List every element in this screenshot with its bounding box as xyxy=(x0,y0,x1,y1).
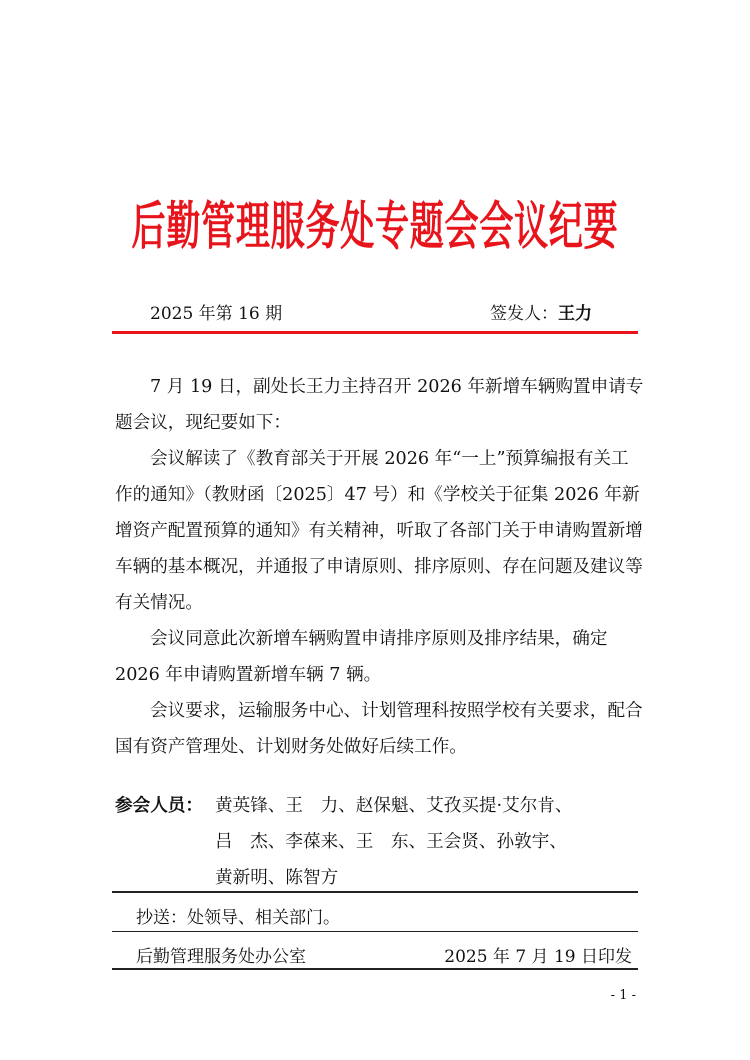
issuer xyxy=(490,299,592,324)
attendees-list xyxy=(215,788,655,896)
issue-info-row xyxy=(112,299,628,325)
page-number: - 1 - xyxy=(610,988,636,1003)
attendees-line: 黄英锋、王 力、赵保魁、艾孜买提·艾尔肯、 xyxy=(215,796,573,816)
attendees-label: 参会人员： xyxy=(115,796,203,816)
cc-line: 抄送：处领导、相关部门。 xyxy=(136,908,340,928)
attendees-line: 吕 杰、李葆来、王 东、王会贤、孙敦宇、 xyxy=(215,832,567,852)
issued-date: 2025 年 7 月 19 日印发 xyxy=(444,947,632,967)
paragraph: 7 月 19 日，副处长王力主持召开 2026 年新增车辆购置申请专题会议，现纪要如下： xyxy=(115,377,644,433)
minutes-body xyxy=(115,369,645,765)
issuing-office: 后勤管理服务处办公室 xyxy=(136,947,306,967)
footer-rule-top xyxy=(112,891,638,893)
issuer-label: 签发人： xyxy=(490,304,558,324)
footer-rule-bottom xyxy=(112,968,638,970)
document-title: 后勤管理服务处专题会会议纪要 xyxy=(131,196,619,257)
paragraph: 会议解读了《教育部关于开展 2026 年“一上”预算编报有关工作的通知》（教财函〔2025〕47 号）和《学校关于征集 2026 年新增资产配置预算的通知》有关精神，听取了各部门关于申请购置新增车辆的基本概况，并通报了申请原则、排序原则、存在问题及建议等有关情况。 xyxy=(115,449,643,613)
red-divider xyxy=(112,331,638,334)
footer-rule-middle xyxy=(112,931,638,932)
paragraph: 会议要求，运输服务中心、计划管理科按照学校有关要求，配合国有资产管理处、计划财务处做好后续工作。 xyxy=(115,701,643,757)
issue-number: 2025 年第 16 期 xyxy=(150,304,283,324)
attendees-line: 黄新明、陈智方 xyxy=(215,868,339,888)
issuer-name: 王力 xyxy=(558,304,592,324)
paragraph: 会议同意此次新增车辆购置申请排序原则及排序结果，确定 2026 年申请购置新增车辆 7 辆。 xyxy=(115,629,608,685)
